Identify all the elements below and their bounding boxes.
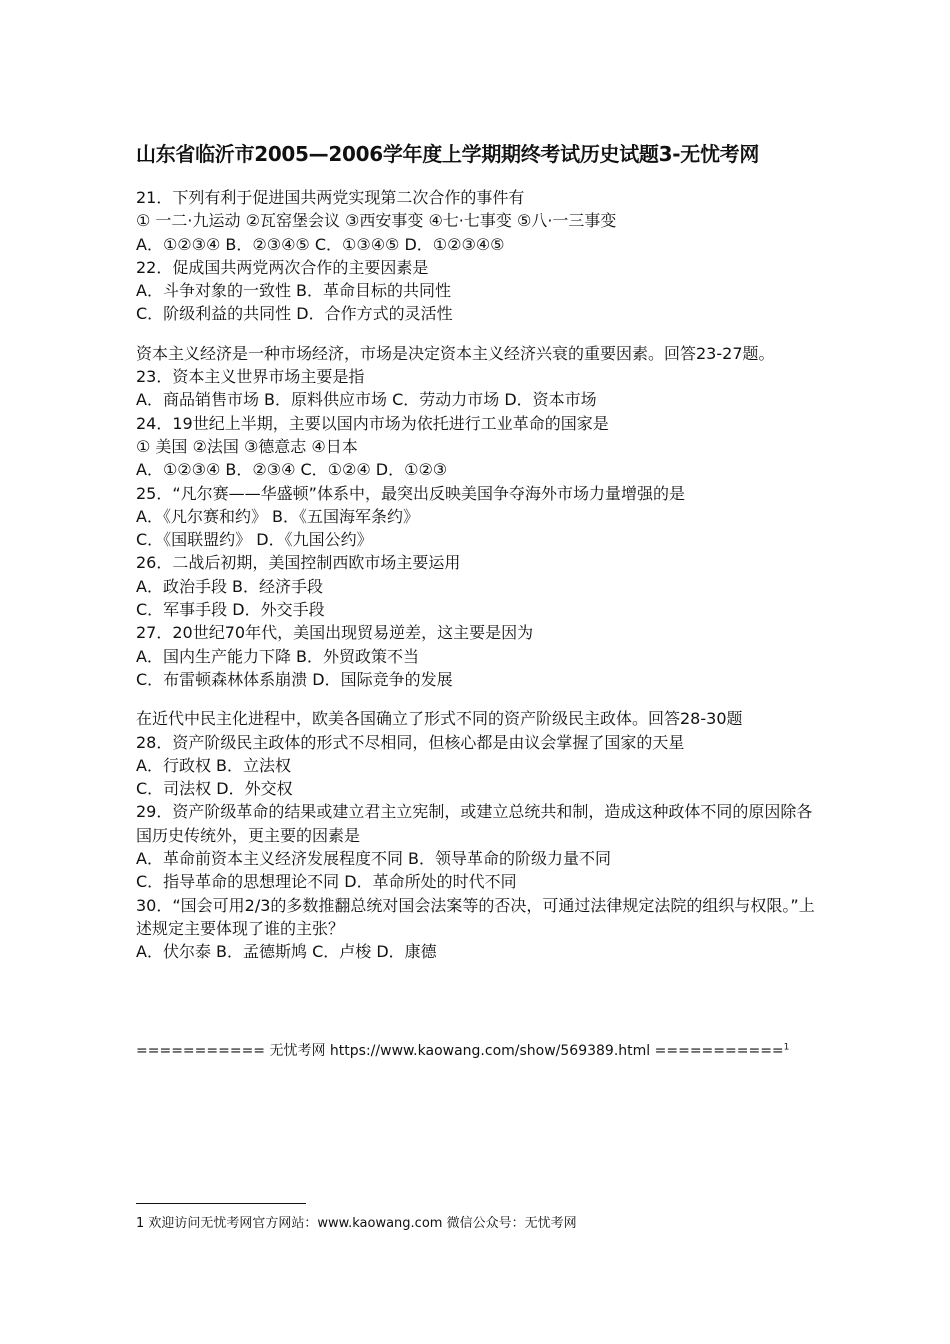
document-line: 资本主义经济是一种市场经济，市场是决定资本主义经济兴衰的重要因素。回答23-27题。 (136, 343, 775, 363)
document-line: C．军事手段 D．外交手段 (136, 600, 325, 620)
document-title: 山东省临沂市2005—2006学年度上学期期终考试历史试题3-无忧考网 (136, 142, 760, 166)
document-line: 29．资产阶级革命的结果或建立君主立宪制，或建立总统共和制，造成这种政体不同的原因除各国历史传统外，更主要的因素是 (136, 802, 813, 845)
document-line: 25．“凡尔赛——华盛顿”体系中，最突出反映美国争夺海外市场力量增强的是 (136, 483, 685, 503)
document-line: 22．促成国共两党两次合作的主要因素是 (136, 257, 429, 277)
document-line: A．①②③④ B．②③④⑤ C．①③④⑤ D．①②③④⑤ (136, 234, 505, 254)
footnote-mark: 1 (783, 1042, 790, 1053)
paragraph-gap (136, 326, 826, 342)
document-line: 27．20世纪70年代，美国出现贸易逆差，这主要是因为 (136, 623, 534, 643)
source-url-line (136, 1040, 789, 1060)
document-line: A．《凡尔赛和约》 B．《五国海军条约》 (136, 506, 420, 526)
document-line: A．①②③④ B．②③④ C．①②④ D．①②③ (136, 460, 448, 480)
document-line: 24．19世纪上半期，主要以国内市场为依托进行工业革命的国家是 (136, 413, 609, 433)
document-body (136, 186, 826, 964)
document-line: ① 美国 ②法国 ③德意志 ④日本 (136, 436, 358, 456)
document-line: C．阶级利益的共同性 D．合作方式的灵活性 (136, 304, 453, 324)
document-line: A．国内生产能力下降 B．外贸政策不当 (136, 646, 420, 666)
document-line: C．指导革命的思想理论不同 D．革命所处的时代不同 (136, 872, 517, 892)
document-line: A．行政权 B．立法权 (136, 755, 292, 775)
document-line: 28．资产阶级民主政体的形式不尽相同，但核心都是由议会掌握了国家的天星 (136, 732, 685, 752)
document-line: 23．资本主义世界市场主要是指 (136, 367, 365, 387)
document-line: C．《国联盟约》 D．《九国公约》 (136, 530, 373, 550)
document-line: A．政治手段 B．经济手段 (136, 576, 324, 596)
document-line: C．司法权 D．外交权 (136, 779, 293, 799)
document-line: A．伏尔泰 B．孟德斯鸠 C．卢梭 D．康德 (136, 942, 437, 962)
footnote-divider (136, 1203, 306, 1204)
document-line: A．斗争对象的一致性 B．革命目标的共同性 (136, 281, 452, 301)
document-line: 30．“国会可用2/3的多数推翻总统对国会法案等的否决，可通过法律规定法院的组织与权限。”上述规定主要体现了谁的主张？ (136, 895, 815, 938)
document-line: C．布雷顿森林体系崩溃 D．国际竞争的发展 (136, 669, 453, 689)
paragraph-gap (136, 691, 826, 707)
document-line: 26．二战后初期，美国控制西欧市场主要运用 (136, 553, 461, 573)
footnote: 1 欢迎访问无忧考网官方网站：www.kaowang.com 微信公众号：无忧考网 (136, 1216, 577, 1231)
document-line: 在近代中民主化进程中，欧美各国确立了形式不同的资产阶级民主政体。回答28-30题 (136, 709, 743, 729)
document-line: 21．下列有利于促进国共两党实现第二次合作的事件有 (136, 188, 525, 207)
document-line: A．商品销售市场 B．原料供应市场 C．劳动力市场 D．资本市场 (136, 390, 597, 410)
document-line: A．革命前资本主义经济发展程度不同 B．领导革命的阶级力量不同 (136, 849, 612, 869)
document-line: ① 一二·九运动 ②瓦窑堡会议 ③西安事变 ④七·七事变 ⑤八·一三事变 (136, 211, 617, 231)
source-url-text: =========== 无忧考网 https://www.kaowang.com/show/569389.html =========== (136, 1043, 784, 1059)
